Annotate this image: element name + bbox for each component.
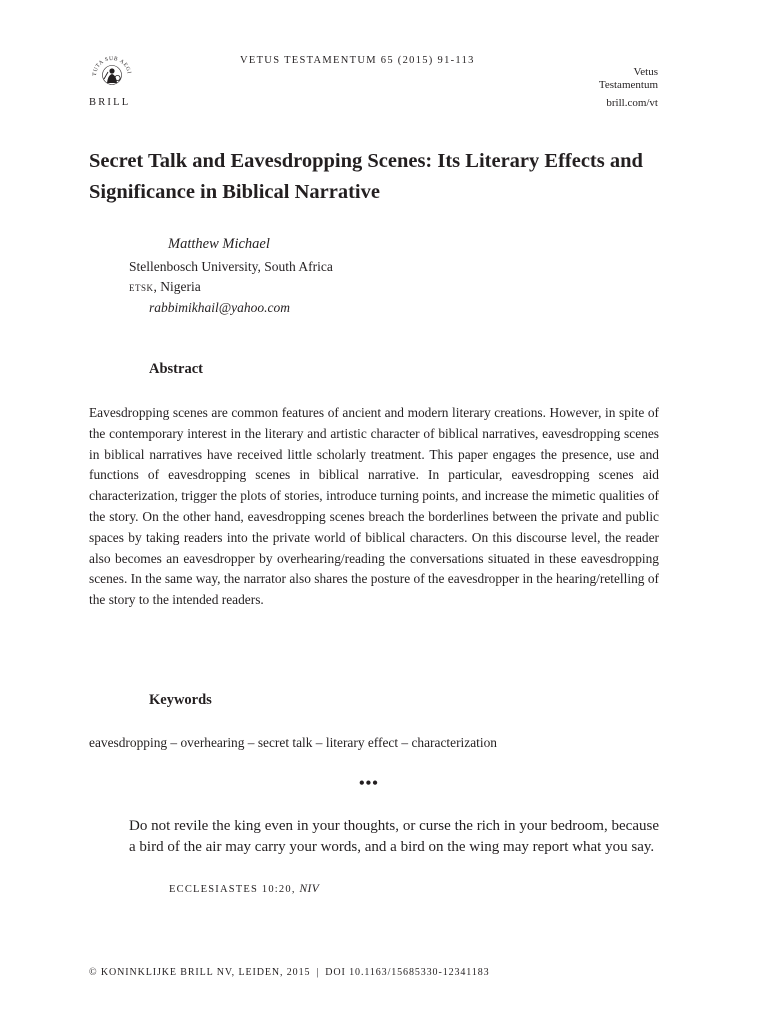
author-name: Matthew Michael: [168, 236, 270, 252]
epigraph-source: [169, 883, 319, 895]
affiliation-2-rest: , Nigeria: [153, 279, 201, 294]
section-ornament: •••: [359, 775, 379, 792]
footer-separator: |: [316, 967, 320, 978]
publisher-name: BRILL: [89, 97, 131, 108]
brill-logo: [88, 50, 136, 94]
page-footer: [89, 967, 490, 978]
journal-url[interactable]: brill.com/vt: [606, 97, 658, 109]
svg-text:TUTA SUB AEGIDE PALLAS · 1683: TUTA SUB AEGI: [91, 55, 132, 77]
author-affiliation-2: [129, 279, 201, 295]
article-title: Secret Talk and Eavesdropping Scenes: Its Literary Effects and Significance in Biblical Narrative: [89, 150, 643, 203]
copyright-notice: © KONINKLIJKE BRILL NV, LEIDEN, 2015: [89, 967, 311, 978]
keywords-text: eavesdropping – overhearing – secret talk – literary effect – characterization: [89, 735, 497, 750]
epigraph-source-version: NIV: [299, 883, 320, 895]
keywords-heading: Keywords: [149, 692, 212, 708]
journal-title-line2: Testamentum: [598, 78, 658, 91]
doi-link[interactable]: DOI 10.1163/15685330-12341183: [325, 967, 490, 978]
abstract-heading: Abstract: [149, 361, 203, 377]
author-email[interactable]: rabbimikhail@yahoo.com: [149, 300, 291, 315]
journal-citation: VETUS TESTAMENTUM 65 (2015) 91-113: [240, 55, 475, 66]
affiliation-2-abbrev: etsk: [129, 279, 154, 294]
journal-masthead: [599, 66, 658, 110]
epigraph-quote: Do not revile the king even in your thoughts, or curse the rich in your bedroom, because a bird of the air may carry your words, and a bird on the wing may report what you say.: [129, 818, 659, 855]
journal-title-line1: Vetus: [633, 66, 658, 78]
epigraph-source-reference: ECCLESIASTES 10:20,: [169, 884, 296, 895]
author-affiliation-1: Stellenbosch University, South Africa: [129, 259, 333, 274]
abstract-text: Eavesdropping scenes are common features of ancient and modern literary creations. However, in spite of the contemporary interest in the literary and artistic character of biblical narratives, eavesdropping scenes in biblical narratives have received little scholarly treatment. This paper engages the presence, use and functions of eavesdropping scenes in biblical narrative. In particular, eavesdropping scenes aid characterization, trigger the plots of stories, introduce turning points, and increase the mimetic qualities of the story. On the other hand, eavesdropping scenes breach the borderlines between the private and public spaces by taking readers into the private world of biblical characters. On this discourse level, the reader also becomes an eavesdropper by overhearing/reading the conversations situated in these eavesdropping scenes. In the same way, the narrator also shares the posture of the eavesdropper in the hearing/retelling of the story to the intended readers.: [89, 405, 659, 608]
